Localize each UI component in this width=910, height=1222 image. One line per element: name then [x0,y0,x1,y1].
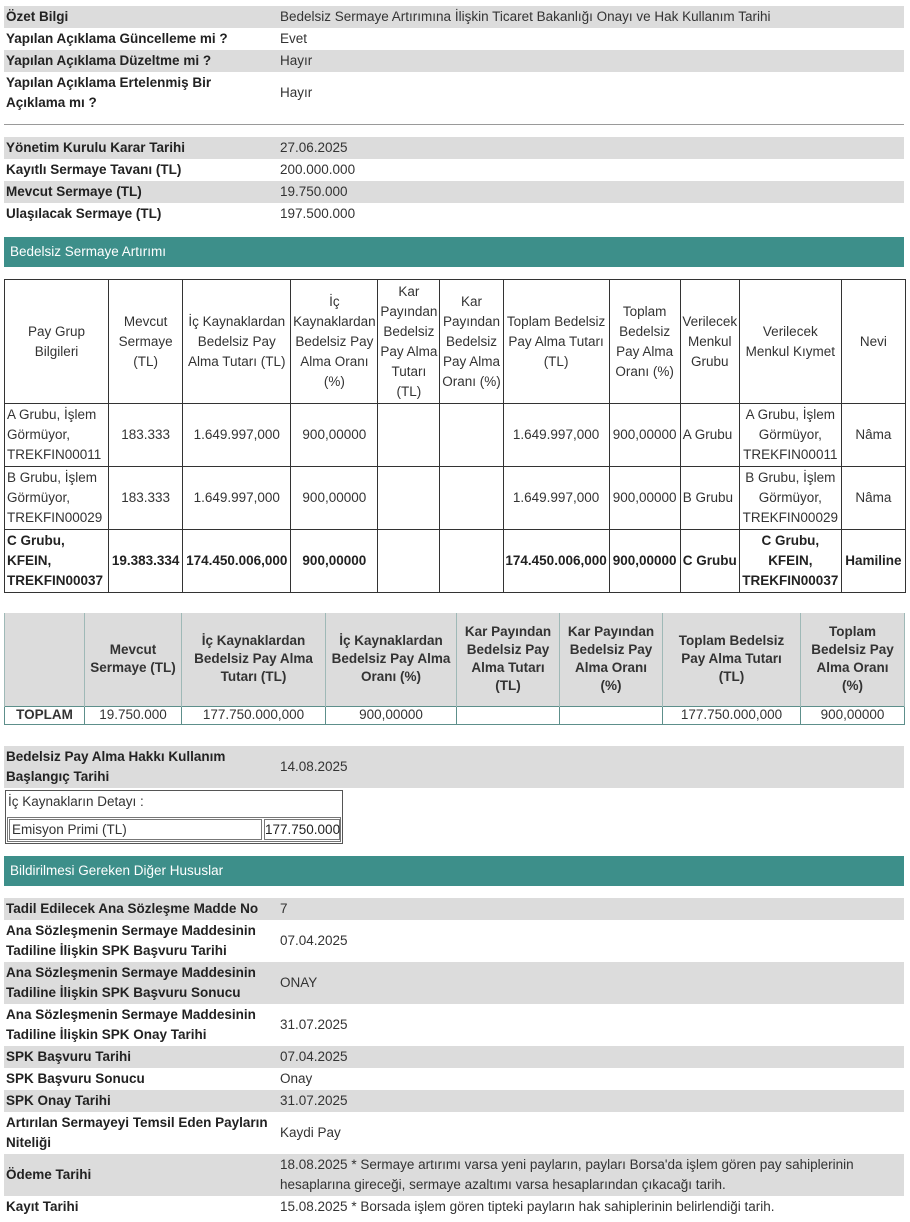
capital-value: 27.06.2025 [274,137,904,159]
column-header: Toplam Bedelsiz Pay Alma Tutarı (TL) [503,280,609,404]
section-header-other-matters: Bildirilmesi Gereken Diğer Hususlar [4,856,904,886]
section-header-bonus-issue: Bedelsiz Sermaye Artırımı [4,237,904,267]
table-row [5,530,906,593]
table-cell: 900,00000 [609,467,680,530]
column-header: Toplam Bedelsiz Pay Alma Oranı (%) [801,613,905,706]
other-value: 7 [274,898,904,920]
capital-value: 19.750.000 [274,181,904,203]
other-value: 07.04.2025 [274,1046,904,1068]
other-value: Onay [280,1071,313,1086]
summary-row [4,6,904,28]
capital-key: Yönetim Kurulu Karar Tarihi [4,137,274,159]
other-key: Kayıt Tarihi [6,1199,79,1214]
summary-value: Evet [280,31,308,46]
other-key: Ana Sözleşmenin Sermaye Maddesinin Tadiline İlişkin SPK Başvuru Tarihi [6,923,256,958]
table-row [5,467,906,530]
table-cell: 1.649.997,000 [503,467,609,530]
summary-key: Özet Bilgi [4,6,274,28]
rights-start-table [4,746,904,788]
column-header: Mevcut Sermaye (TL) [109,280,183,404]
rights-start-row [4,746,904,788]
column-header: İç Kaynaklardan Bedelsiz Pay Alma Tutarı (TL) [182,613,326,706]
other-key: Ana Sözleşmenin Sermaye Maddesinin Tadiline İlişkin SPK Onay Tarihi [6,1007,256,1042]
other-key: Ödeme Tarihi [4,1154,274,1196]
table-cell [378,467,440,530]
column-header: İç Kaynaklardan Bedelsiz Pay Alma Tutarı (TL) [183,280,291,404]
other-matters-table [4,898,904,1218]
table-cell: 900,00000 [609,530,680,593]
summary-table [4,6,904,114]
capital-value: 197.500.000 [280,206,356,221]
column-header: Toplam Bedelsiz Pay Alma Oranı (%) [609,280,680,404]
table-cell [440,467,503,530]
table-cell: 183.333 [109,467,183,530]
column-header: Kar Payından Bedelsiz Pay Alma Oranı (%) [440,280,503,404]
other-row [4,1068,904,1090]
table-cell: C Grubu, KFEIN, TREKFIN00037 [739,530,841,593]
other-row [4,1046,904,1068]
other-key: Artırılan Sermayeyi Temsil Eden Payların Niteliği [6,1115,268,1150]
table-cell: Hamiline [841,530,905,593]
table-cell: Nâma [841,404,905,467]
internal-sources-row [7,817,341,842]
other-row [4,1112,904,1154]
capital-key: Kayıtlı Sermaye Tavanı (TL) [6,162,182,177]
totals-cell: 177.750.000,000 [182,706,326,724]
column-header: Toplam Bedelsiz Pay Alma Tutarı (TL) [663,613,801,706]
table-cell: C Grubu [680,530,739,593]
totals-cell: 900,00000 [801,706,905,724]
summary-value: Hayır [274,50,904,72]
summary-value: Hayır [280,85,313,100]
other-key: Ana Sözleşmenin Sermaye Maddesinin Tadiline İlişkin SPK Başvuru Sonucu [4,962,274,1004]
table-cell [378,530,440,593]
other-row [4,1090,904,1112]
totals-header-row [5,613,905,706]
other-row [4,1004,904,1046]
summary-value: Bedelsiz Sermaye Artırımına İlişkin Ticaret Bakanlığı Onayı ve Hak Kullanım Tarihi [274,6,904,28]
table-cell: 900,00000 [291,530,378,593]
capital-row [4,137,904,159]
column-header: Pay Grup Bilgileri [5,280,109,404]
table-cell: 900,00000 [291,404,378,467]
totals-cell [457,706,560,724]
other-value: Kaydi Pay [280,1125,341,1140]
column-header: Nevi [841,280,905,404]
table-cell: 183.333 [109,404,183,467]
totals-row [5,706,905,724]
summary-row [4,50,904,72]
other-key: SPK Başvuru Tarihi [4,1046,274,1068]
table-cell: A Grubu, İşlem Görmüyor, TREKFIN00011 [5,404,109,467]
table-cell: 174.450.006,000 [503,530,609,593]
totals-cell: 19.750.000 [85,706,182,724]
totals-cell: 177.750.000,000 [663,706,801,724]
share-group-table [4,279,906,593]
column-header: Kar Payından Bedelsiz Pay Alma Tutarı (TL) [457,613,560,706]
capital-value: 200.000.000 [280,162,356,177]
table-header-row [5,280,906,404]
column-header: İç Kaynaklardan Bedelsiz Pay Alma Oranı (%) [326,613,457,706]
table-cell [440,530,503,593]
table-cell [378,404,440,467]
table-cell: 19.383.334 [109,530,183,593]
capital-key: Mevcut Sermaye (TL) [4,181,274,203]
other-value: ONAY [274,962,904,1004]
table-cell: 900,00000 [609,404,680,467]
other-row [4,1196,904,1218]
table-cell: 1.649.997,000 [183,467,291,530]
other-value: 18.08.2025 * Sermaye artırımı varsa yeni payların, payları Borsa'da işlem gören pay sahiplerinin hesaplarına gireceği, sermaye azaltımı varsa hesaplarından çıkacağı tarih. [274,1154,904,1196]
column-header: Verilecek Menkul Grubu [680,280,739,404]
other-value: 31.07.2025 [280,1017,348,1032]
table-cell: C Grubu, KFEIN, TREKFIN00037 [5,530,109,593]
capital-table [4,137,904,225]
other-row [4,1154,904,1196]
other-key: Tadil Edilecek Ana Sözleşme Madde No [4,898,274,920]
table-cell: A Grubu, İşlem Görmüyor, TREKFIN00011 [739,404,841,467]
rights-start-value: 14.08.2025 [274,746,904,788]
capital-key: Ulaşılacak Sermaye (TL) [6,206,162,221]
other-row [4,962,904,1004]
column-header: İç Kaynaklardan Bedelsiz Pay Alma Oranı (%) [291,280,378,404]
column-header: Kar Payından Bedelsiz Pay Alma Tutarı (TL) [378,280,440,404]
table-cell: 1.649.997,000 [503,404,609,467]
divider [4,124,904,125]
table-cell: B Grubu [680,467,739,530]
internal-sources-box [5,790,343,844]
other-value: 15.08.2025 * Borsada işlem gören tipteki payların hak sahiplerinin belirlendiği tarih. [280,1199,775,1214]
table-cell: 174.450.006,000 [183,530,291,593]
table-cell: B Grubu, İşlem Görmüyor, TREKFIN00029 [5,467,109,530]
other-key: SPK Başvuru Sonucu [6,1071,145,1086]
summary-key: Yapılan Açıklama Ertelenmiş Bir Açıklama mı ? [6,75,212,110]
other-row [4,920,904,962]
table-row [5,404,906,467]
table-cell: A Grubu [680,404,739,467]
table-cell [440,404,503,467]
empty-header [5,613,85,706]
summary-key: Yapılan Açıklama Düzeltme mi ? [4,50,274,72]
capital-row [4,181,904,203]
other-value: 07.04.2025 [280,933,348,948]
summary-key: Yapılan Açıklama Güncelleme mi ? [6,31,228,46]
other-value: 31.07.2025 [274,1090,904,1112]
totals-table [4,613,905,725]
column-header: Mevcut Sermaye (TL) [85,613,182,706]
table-cell: B Grubu, İşlem Görmüyor, TREKFIN00029 [739,467,841,530]
other-row [4,898,904,920]
column-header: Verilecek Menkul Kıymet [739,280,841,404]
table-cell: 900,00000 [291,467,378,530]
capital-row [4,159,904,181]
other-key: SPK Onay Tarihi [4,1090,274,1112]
column-header: Kar Payından Bedelsiz Pay Alma Oranı (%) [560,613,663,706]
table-cell: Nâma [841,467,905,530]
table-cell: 1.649.997,000 [183,404,291,467]
internal-sources-title: İç Kaynakların Detayı : [8,794,144,809]
totals-cell: 900,00000 [326,706,457,724]
rights-start-key: Bedelsiz Pay Alma Hakkı Kullanım Başlangıç Tarihi [4,746,274,788]
summary-row [4,28,904,50]
capital-row [4,203,904,225]
totals-label: TOPLAM [5,706,85,724]
summary-row [4,72,904,114]
issue-premium-value: 177.750.000 [264,819,340,840]
totals-cell [560,706,663,724]
issue-premium-label: Emisyon Primi (TL) [9,819,262,840]
